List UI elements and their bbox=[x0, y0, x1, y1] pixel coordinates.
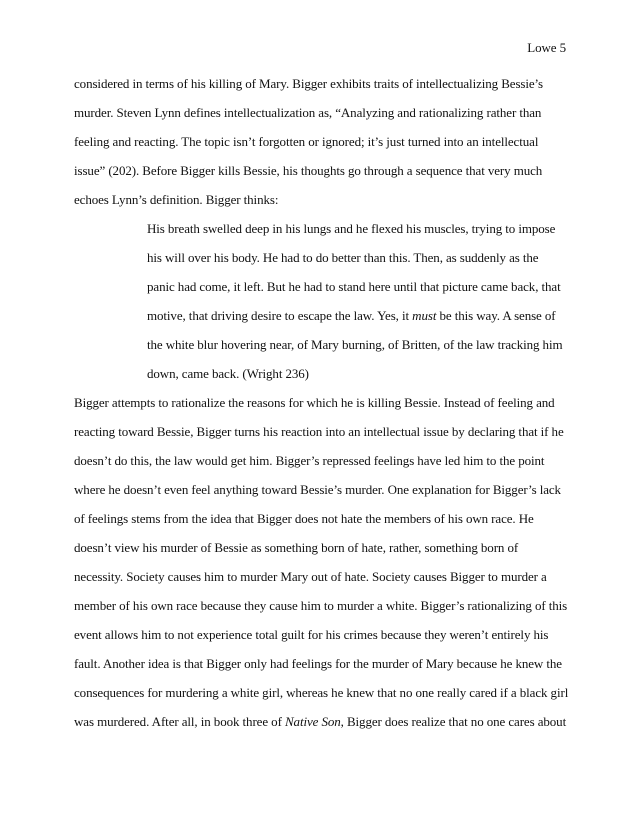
text-line: issue” (202). Before Bigger kills Bessie, his thoughts go through a sequence that very much bbox=[74, 163, 543, 178]
quote-line: down, came back. (Wright 236) bbox=[147, 366, 309, 381]
text-line: echoes Lynn’s definition. Bigger thinks: bbox=[74, 192, 279, 207]
quote-line: his will over his body. He had to do better than this. Then, as suddenly as the bbox=[147, 250, 539, 265]
book-title: Native Son bbox=[284, 714, 341, 729]
text-line: where he doesn’t even feel anything toward Bessie’s murder. One explanation for Bigger’s lack bbox=[74, 482, 561, 497]
text-line: consequences for murdering a white girl, whereas he knew that no one really cared if a black girl bbox=[74, 685, 569, 700]
quote-line bbox=[147, 308, 556, 324]
text-line: event allows him to not experience total guilt for his crimes because they weren’t entirely his bbox=[74, 627, 549, 642]
text-line bbox=[74, 714, 566, 730]
text-line: Bigger attempts to rationalize the reasons for which he is killing Bessie. Instead of feeling and bbox=[74, 395, 555, 410]
quote-line: His breath swelled deep in his lungs and he flexed his muscles, trying to impose bbox=[147, 221, 556, 236]
text-line: of feelings stems from the idea that Bigger does not hate the members of his own race. He bbox=[74, 511, 534, 526]
text-line: necessity. Society causes him to murder Mary out of hate. Society causes Bigger to murder a bbox=[74, 569, 547, 584]
quote-text: be this way. A sense of bbox=[436, 308, 556, 323]
text-line: feeling and reacting. The topic isn’t forgotten or ignored; it’s just turned into an intellectual bbox=[74, 134, 539, 149]
body-text: , Bigger does realize that no one cares about bbox=[340, 714, 567, 729]
text-line: doesn’t do this, the law would get him. Bigger’s repressed feelings have led him to the point bbox=[74, 453, 545, 468]
quote-text: motive, that driving desire to escape the law. Yes, it bbox=[147, 308, 413, 323]
text-line: doesn’t view his murder of Bessie as something born of hate, rather, something born of bbox=[74, 540, 519, 555]
quote-line: the white blur hovering near, of Mary burning, of Britten, of the law tracking him bbox=[147, 337, 563, 352]
text-line: considered in terms of his killing of Mary. Bigger exhibits traits of intellectualizing Bessie’s bbox=[74, 76, 544, 91]
text-line: reacting toward Bessie, Bigger turns his reaction into an intellectual issue by declaring that if he bbox=[74, 424, 564, 439]
emphasis-word: must bbox=[412, 308, 437, 323]
quote-line: panic had come, it left. But he had to stand here until that picture came back, that bbox=[147, 279, 561, 294]
page-header: Lowe 5 bbox=[527, 40, 566, 55]
text-line: fault. Another idea is that Bigger only had feelings for the murder of Mary because he knew the bbox=[74, 656, 562, 671]
text-line: member of his own race because they cause him to murder a white. Bigger’s rationalizing of this bbox=[74, 598, 568, 613]
text-line: murder. Steven Lynn defines intellectualization as, “Analyzing and rationalizing rather than bbox=[74, 105, 542, 120]
body-text: was murdered. After all, in book three of bbox=[74, 714, 285, 729]
